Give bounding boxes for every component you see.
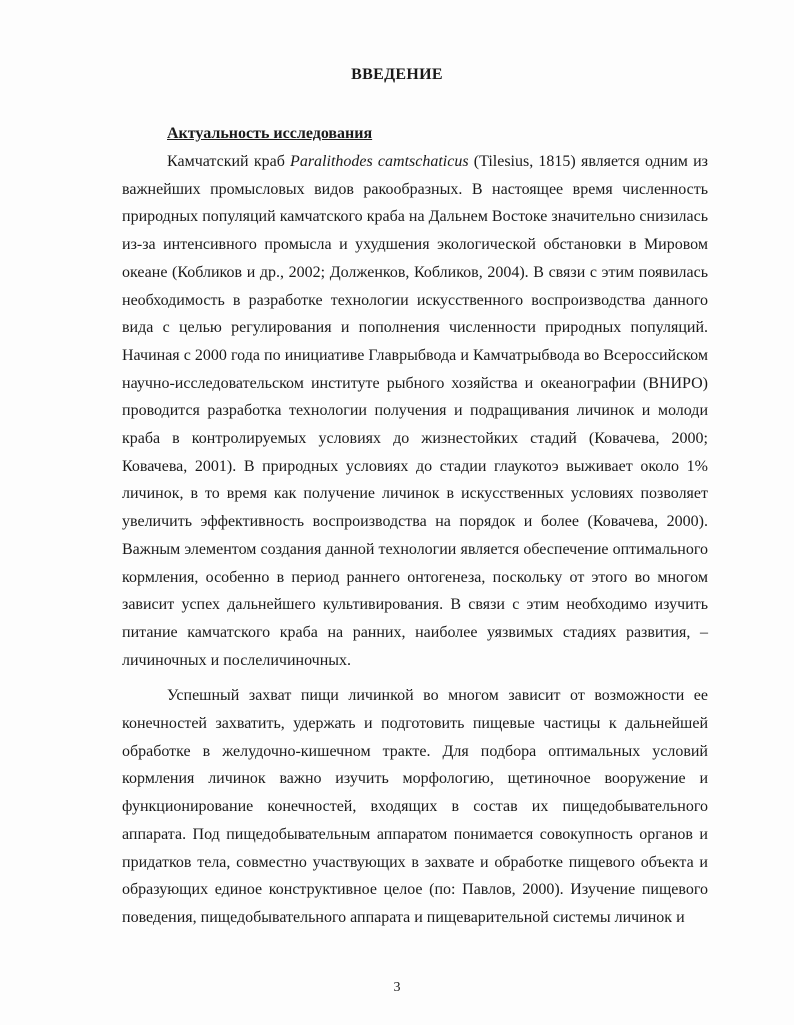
page-title: ВВЕДЕНИЕ	[351, 66, 443, 83]
paragraph-1-start: Камчатский краб	[167, 153, 291, 170]
paragraph-1	[122, 148, 708, 674]
page-number: 3	[393, 980, 401, 995]
paragraph-2: Успешный захват пищи личинкой во многом зависит от возможности ее конечностей захватить, удержать и подготовить пищевые частицы к дальнейшей обработке в желудочно-кишечном тракте. Для подбора оптимальных условий кормления личинок важно изучить морфологию, щетиночное вооружение и функционирование конечностей, входящих в состав их пищедобывательного аппарата. Под пищедобывательным аппаратом понимается совокупность органов и придатков тела, совместно участвующих в захвате и обработке пищевого объекта и образующих единое конструктивное целое (по: Павлов, 2000). Изучение пищевого поведения, пищедобывательного аппарата и пищеварительной системы личинок и	[122, 687, 708, 926]
species-name: Paralithodes camtschaticus	[290, 153, 469, 170]
paragraph-1-rest: (Tilesius, 1815) является одним из важнейших промысловых видов ракообразных. В настоящее время численность природных популяций камчатского краба на Дальнем Востоке значительно снизилась из-за интенсивного промысла и ухудшения экологической обстановки в Мировом океане (Кобликов и др., 2002; Долженков, Кобликов, 2004). В связи с этим появилась необходимость в разработке технологии искусственного воспроизводства данного вида с целью регулирования и пополнения численности природных популяций. Начиная с 2000 года по инициативе Главрыбвода и Камчатрыбвода во Всероссийском научно-исследовательском институте рыбного хозяйства и океанографии (ВНИРО) проводится разработка технологии получения и подращивания личинок и молоди краба в контролируемых условиях до жизнестойких стадий (Ковачева, 2000; Ковачева, 2001). В природных условиях до стадии глаукотоэ выживает около 1% личинок, в то время как получение личинок в искусственных условиях позволяет увеличить эффективность воспроизводства на порядок и более (Ковачева, 2000). Важным элементом создания данной технологии является обеспечение оптимального кормления, особенно в период раннего онтогенеза, поскольку от этого во многом зависит успех дальнейшего культивирования. В связи с этим необходимо изучить питание камчатского краба на ранних, наиболее уязвимых стадиях развития, – личиночных и послеличиночных.	[122, 153, 708, 669]
section-heading: Актуальность исследования	[167, 125, 373, 142]
body-text	[122, 120, 708, 932]
